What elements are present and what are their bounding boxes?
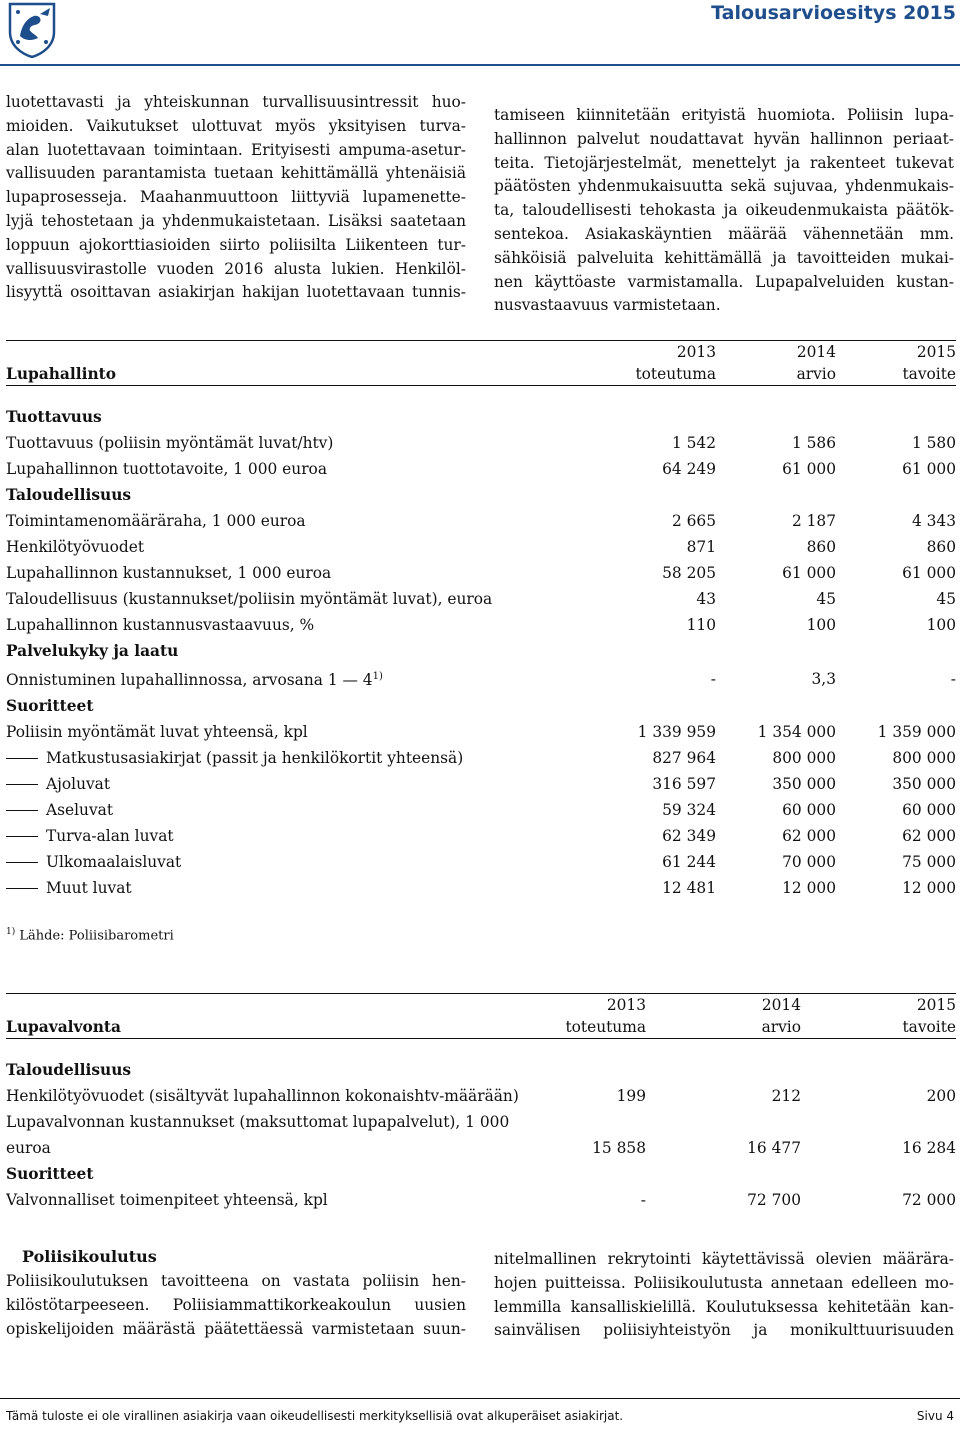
year-2013: 2013 bbox=[596, 341, 716, 364]
table-row bbox=[6, 1187, 956, 1213]
row-value: 1 359 000 bbox=[877, 723, 956, 742]
year-2015: 2015 bbox=[836, 341, 956, 364]
header-divider bbox=[0, 64, 960, 66]
row-value: 316 597 bbox=[652, 775, 716, 794]
text-line: nitelmallinen rekrytointi käytettävissä olevien määrära- bbox=[494, 1250, 954, 1268]
footnote-ref: 1) bbox=[372, 671, 383, 682]
row-value: 45 bbox=[816, 590, 836, 608]
coat-of-arms-lion-icon bbox=[6, 2, 58, 58]
row-label-text: Valvonnalliset toimenpiteet yhteensä, kpl bbox=[6, 1191, 328, 1209]
row-label bbox=[6, 612, 596, 638]
table-row bbox=[6, 875, 956, 901]
section-label: Suoritteet bbox=[6, 697, 94, 716]
row-value: - bbox=[950, 669, 956, 688]
row-label-text: Aseluvat bbox=[46, 801, 114, 820]
table-row bbox=[6, 745, 956, 771]
footer-disclaimer: Tämä tuloste ei ole virallinen asiakirja vaan oikeudellisesti merkityksellisiä ovat alkuperäiset asiakirjat. bbox=[6, 1409, 624, 1423]
row-label-text: Muut luvat bbox=[46, 879, 132, 898]
row-value: 12 000 bbox=[902, 879, 956, 898]
col-label-toteutuma: toteutuma bbox=[536, 1016, 646, 1039]
row-value: 860 bbox=[806, 538, 836, 556]
row-label bbox=[6, 586, 596, 612]
text-line: hallinnon palvelut noudattavat hyvän hallinnon periaat- bbox=[494, 129, 954, 148]
text-line: vallisuusvirastolle vuoden 2016 alusta lukien. Henkilöl- bbox=[6, 259, 466, 278]
document-title: Talousarvioesitys 2015 bbox=[711, 2, 956, 24]
row-value: 60 000 bbox=[902, 801, 956, 820]
table-row bbox=[6, 560, 956, 586]
text-line: kilöstötarpeeseen. Poliisiammattikorkeakoulun uusien bbox=[6, 1295, 466, 1314]
row-label bbox=[6, 771, 596, 797]
row-value: - bbox=[640, 1191, 646, 1209]
row-value: 45 bbox=[936, 590, 956, 608]
row-value: 1 354 000 bbox=[757, 723, 836, 742]
row-label bbox=[6, 560, 596, 586]
text-line: sentekoa. Asiakaskäyntien määrää vähennetään mm. bbox=[494, 224, 954, 243]
year-2014: 2014 bbox=[646, 994, 801, 1017]
table-footnote bbox=[6, 927, 174, 943]
text-line: lupaprosesseja. Maahanmuuttoon liittyviä lupamenette- bbox=[6, 188, 466, 207]
row-value: 2 187 bbox=[791, 512, 836, 530]
section-row bbox=[6, 1057, 956, 1083]
row-value: 58 205 bbox=[662, 564, 716, 582]
row-value: 871 bbox=[686, 538, 716, 556]
row-label bbox=[6, 664, 596, 693]
row-value: 62 000 bbox=[902, 827, 956, 846]
row-label: Lupavalvonnan kustannukset (maksuttomat lupapalvelut), 1 000 bbox=[6, 1113, 510, 1131]
row-value: 15 858 bbox=[592, 1139, 646, 1157]
row-value: 350 000 bbox=[772, 775, 836, 794]
section-row bbox=[6, 693, 956, 719]
row-value: 350 000 bbox=[892, 775, 956, 794]
row-value: 827 964 bbox=[652, 749, 716, 768]
dash-indent bbox=[6, 862, 38, 863]
row-value: 199 bbox=[616, 1087, 646, 1105]
row-value: 16 477 bbox=[747, 1139, 801, 1157]
row-value: 800 000 bbox=[772, 749, 836, 768]
footnote-text: Lähde: Poliisibarometri bbox=[19, 928, 174, 944]
row-value: 1 542 bbox=[671, 434, 716, 452]
page-header bbox=[0, 0, 960, 66]
row-value: 3,3 bbox=[811, 669, 836, 688]
poliisikoulutus-left-column bbox=[6, 1270, 466, 1341]
row-label-text: Onnistuminen lupahallinnossa, arvosana 1 — 4 bbox=[6, 671, 373, 690]
row-value: 61 000 bbox=[782, 564, 836, 582]
row-label-text: Turva-alan luvat bbox=[46, 827, 174, 846]
row-value: 4 343 bbox=[911, 512, 956, 530]
row-label bbox=[6, 430, 596, 456]
dash-indent bbox=[6, 784, 38, 785]
table-row bbox=[6, 719, 956, 745]
intro-right-column bbox=[494, 104, 954, 318]
row-value: 12 000 bbox=[782, 879, 836, 898]
poliisikoulutus-right-column bbox=[494, 1248, 954, 1343]
text-line: luotettavasti ja yhteiskunnan turvallisuusintressit huo- bbox=[6, 93, 466, 111]
text-line: mioiden. Vaikutukset ulottuvat myös yksityisen turva- bbox=[6, 116, 466, 135]
col-label-toteutuma: toteutuma bbox=[596, 363, 716, 386]
row-label-text: Matkustusasiakirjat (passit ja henkilökortit yhteensä) bbox=[46, 749, 464, 768]
table-row bbox=[6, 797, 956, 823]
text-line: lemmilla kansalliskielillä. Koulutuksessa kehitetään kan- bbox=[494, 1297, 954, 1316]
row-value: - bbox=[710, 669, 716, 688]
row-label-text: Tuottavuus (poliisin myöntämät luvat/htv) bbox=[6, 434, 334, 452]
row-label-text: Ajoluvat bbox=[46, 775, 111, 794]
row-value: 212 bbox=[771, 1087, 801, 1105]
row-value: 61 000 bbox=[902, 564, 956, 582]
text-line: vallisuuden parantamista tuetaan kehittämällä yhtenäisiä bbox=[6, 164, 466, 183]
row-label-text: Taloudellisuus (kustannukset/poliisin myöntämät luvat), euroa bbox=[6, 590, 493, 608]
row-value: 59 324 bbox=[662, 801, 716, 820]
row-label-text: Lupahallinnon kustannusvastaavuus, % bbox=[6, 616, 315, 634]
text-line: päätösten yhdenmukaisuutta sekä sujuvaa, yhdenmukais- bbox=[494, 177, 954, 196]
section-label: Tuottavuus bbox=[6, 408, 102, 426]
lupahallinto-table bbox=[6, 340, 956, 901]
row-value: 70 000 bbox=[782, 853, 836, 872]
section-row bbox=[6, 482, 956, 508]
dash-indent bbox=[6, 810, 38, 811]
row-label bbox=[6, 823, 596, 849]
table-row bbox=[6, 823, 956, 849]
row-value: 62 349 bbox=[662, 827, 716, 846]
text-line: teita. Tietojärjestelmät, menettelyt ja rakenteet tukevat bbox=[494, 153, 954, 172]
text-line: sainvälisen poliisiyhteistyön ja monikulttuurisuuden bbox=[494, 1321, 954, 1340]
row-value: 1 339 959 bbox=[637, 723, 716, 742]
section-row bbox=[6, 404, 956, 430]
row-value: 60 000 bbox=[782, 801, 836, 820]
section-row bbox=[6, 638, 956, 664]
year-2013: 2013 bbox=[536, 994, 646, 1017]
row-label bbox=[6, 456, 596, 482]
row-label-text: Ulkomaalaisluvat bbox=[46, 853, 182, 872]
row-label-text: Henkilötyövuodet bbox=[6, 538, 145, 556]
dash-indent bbox=[6, 758, 38, 759]
row-value: 110 bbox=[686, 616, 716, 634]
row-value: 61 000 bbox=[782, 460, 836, 478]
header-spacer bbox=[6, 386, 956, 405]
row-value: 61 244 bbox=[662, 853, 716, 872]
row-value: 860 bbox=[926, 538, 956, 556]
row-label bbox=[6, 534, 596, 560]
row-value: 2 665 bbox=[671, 512, 716, 530]
text-line: tamiseen kiinnitetään erityistä huomiota. Poliisin lupa- bbox=[494, 106, 954, 124]
row-value: 61 000 bbox=[902, 460, 956, 478]
row-value: 1 586 bbox=[791, 434, 836, 452]
table-row bbox=[6, 1135, 956, 1161]
row-label-text: Toimintamenomääräraha, 1 000 euroa bbox=[6, 512, 306, 530]
table-row bbox=[6, 508, 956, 534]
table-row bbox=[6, 612, 956, 638]
row-label bbox=[6, 797, 596, 823]
row-value: 800 000 bbox=[892, 749, 956, 768]
intro-left-column bbox=[6, 91, 466, 305]
dash-indent bbox=[6, 836, 38, 837]
row-label-text: Lupahallinnon kustannukset, 1 000 euroa bbox=[6, 564, 332, 582]
table-row bbox=[6, 849, 956, 875]
text-line: lisyyttä osoittavan asiakirjan hakijan luotettavaan tunnis- bbox=[6, 283, 466, 302]
text-line: opiskelijoiden määrästä päätettäessä varmistetaan suun- bbox=[6, 1319, 466, 1338]
text-line: lyjä tehostetaan ja yhdenmukaistetaan. Lisäksi saatetaan bbox=[6, 211, 466, 230]
section-row bbox=[6, 1161, 956, 1187]
row-value: 200 bbox=[926, 1087, 956, 1105]
row-label-text: Poliisin myöntämät luvat yhteensä, kpl bbox=[6, 723, 308, 742]
section-label: Suoritteet bbox=[6, 1165, 94, 1183]
section-heading: Poliisikoulutus bbox=[22, 1247, 157, 1266]
col-label-tavoite: tavoite bbox=[801, 1016, 956, 1039]
section-label: Taloudellisuus bbox=[6, 486, 132, 504]
row-label bbox=[6, 745, 596, 771]
row-label bbox=[6, 719, 596, 745]
row-label bbox=[6, 1083, 536, 1109]
col-label-arvio: arvio bbox=[646, 1016, 801, 1039]
dash-indent bbox=[6, 888, 38, 889]
table-row bbox=[6, 430, 956, 456]
row-value: 16 284 bbox=[902, 1139, 956, 1157]
text-line: Poliisikoulutuksen tavoitteena on vastata poliisin hen- bbox=[6, 1272, 466, 1290]
row-value: 43 bbox=[696, 590, 716, 608]
text-line: ta, taloudellisesti tehokasta ja oikeudenmukaista päätök- bbox=[494, 201, 954, 220]
table-row bbox=[6, 771, 956, 797]
row-label-text: Henkilötyövuodet (sisältyvät lupahallinnon kokonaishtv-määrään) bbox=[6, 1087, 519, 1105]
text-line: hojen puitteissa. Poliisikoulutusta annetaan edelleen mo- bbox=[494, 1273, 954, 1292]
row-value: 100 bbox=[926, 616, 956, 634]
row-label bbox=[6, 508, 596, 534]
table-row bbox=[6, 664, 956, 693]
row-value: 100 bbox=[806, 616, 836, 634]
table-title: Lupahallinto bbox=[6, 363, 596, 386]
row-label bbox=[6, 1187, 536, 1213]
row-value: 62 000 bbox=[782, 827, 836, 846]
row-label bbox=[6, 849, 596, 875]
row-value: 72 000 bbox=[902, 1191, 956, 1209]
page-number: Sivu 4 bbox=[916, 1409, 954, 1423]
table-title: Lupavalvonta bbox=[6, 1016, 536, 1039]
table-row bbox=[6, 456, 956, 482]
row-value: 75 000 bbox=[902, 853, 956, 872]
row-value: 72 700 bbox=[747, 1191, 801, 1209]
row-label bbox=[6, 875, 596, 901]
text-line: sähköisiä palveluita kehittämällä ja tavoitteiden mukai- bbox=[494, 248, 954, 267]
row-value: 64 249 bbox=[662, 460, 716, 478]
text-line: loppuun ajokorttiasioiden siirto poliisilta Liikenteen tur- bbox=[6, 235, 466, 254]
year-2014: 2014 bbox=[716, 341, 836, 364]
section-label: Taloudellisuus bbox=[6, 1061, 132, 1079]
row-label-continued: euroa bbox=[6, 1139, 51, 1157]
footnote-mark: 1) bbox=[6, 927, 16, 937]
col-label-arvio: arvio bbox=[716, 363, 836, 386]
row-label-text: Lupahallinnon tuottotavoite, 1 000 euroa bbox=[6, 460, 328, 478]
table-row bbox=[6, 1083, 956, 1109]
col-label-tavoite: tavoite bbox=[836, 363, 956, 386]
footer-divider bbox=[0, 1398, 960, 1399]
header-spacer bbox=[6, 1039, 956, 1058]
year-2015: 2015 bbox=[801, 994, 956, 1017]
table-row bbox=[6, 534, 956, 560]
section-label: Palvelukyky ja laatu bbox=[6, 642, 179, 660]
text-line: nen käyttöaste varmistamalla. Lupapalveluiden kustan- bbox=[494, 272, 954, 291]
row-value: 12 481 bbox=[662, 879, 716, 898]
row-value: 1 580 bbox=[911, 434, 956, 452]
text-line: alan luotettavaan toimintaan. Erityisesti ampuma-asetur- bbox=[6, 140, 466, 159]
text-line: nusvastaavuus varmistetaan. bbox=[494, 296, 721, 315]
lupavalvonta-table bbox=[6, 993, 956, 1213]
table-row bbox=[6, 1109, 956, 1135]
table-row bbox=[6, 586, 956, 612]
